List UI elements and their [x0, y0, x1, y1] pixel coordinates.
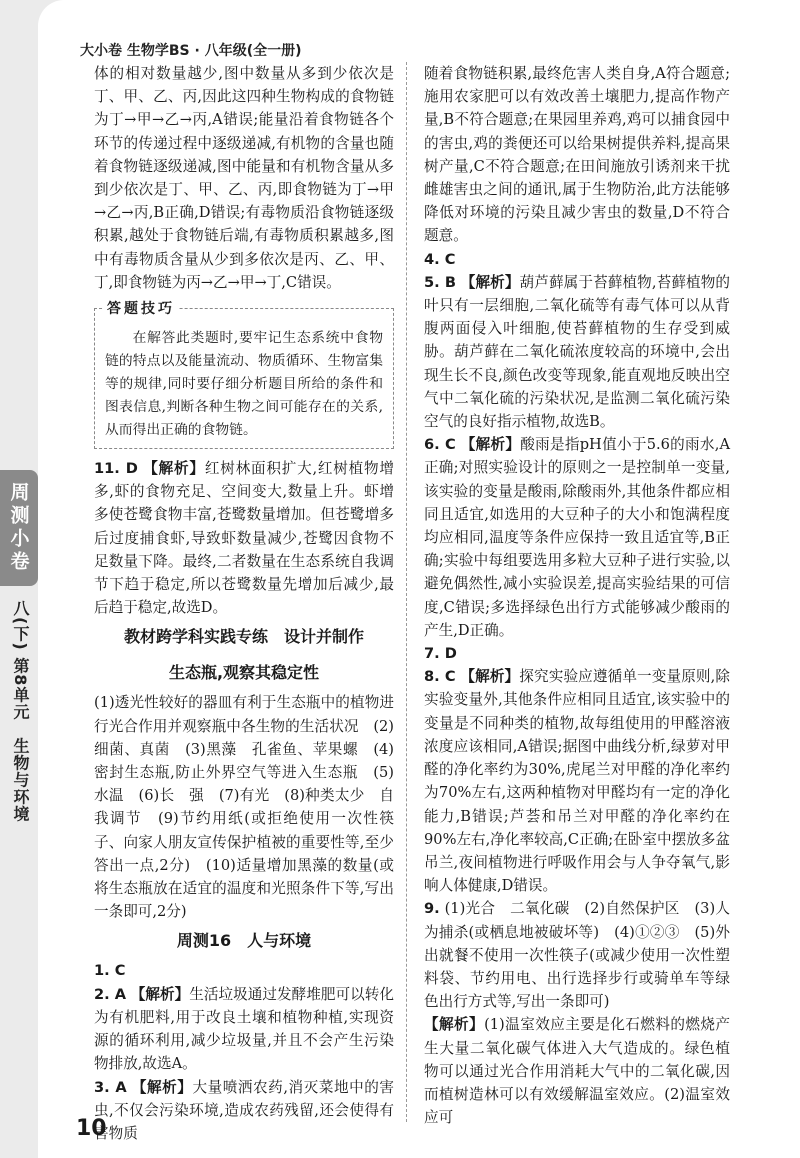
tip-text: 在解答此类题时,要牢记生态系统中食物链的特点以及能量流动、物质循环、生物富集等的规律,同时要仔细分析题目所给的条件和图表信息,判断各种生物之间可能存在的关系,从而得出正确的食物链。: [105, 330, 383, 439]
analysis-tag: 【解析】: [460, 273, 520, 291]
analysis-tag: 【解析】: [131, 1078, 193, 1096]
tip-title: 答题技巧: [103, 298, 179, 321]
unit-title: 第8单元 生物与环境: [11, 657, 30, 823]
answer-4: 4. C: [424, 250, 456, 268]
unit-label: [2, 600, 38, 822]
answer-text: (1)光合 二氧化碳 (2)自然保护区 (3)人为捕杀(或栖息地被破坏等) (4)①②③ (5)外出就餐不使用一次性筷子(或减少使用一次性塑料袋、节约用电、出行选择步行或骑单车等绿色出行方式等,写出一条即可): [424, 900, 730, 1011]
grade-label: 八(下): [11, 600, 30, 651]
analysis-tag: 【解析】: [143, 460, 205, 478]
analysis-text: 大量喷洒农药,消灭菜地中的害虫,不仅会污染环境,造成农药残留,还会使得有害物质: [94, 1078, 395, 1142]
answer-6: [424, 433, 730, 642]
analysis-tag: 【解析】: [424, 1016, 485, 1034]
section-title-practice: [94, 619, 394, 691]
answer-number: 6. C: [424, 436, 456, 454]
analysis-tag: 【解析】: [460, 436, 521, 454]
answer-number: 2. A: [94, 985, 127, 1003]
answer-number: 11. D: [94, 460, 138, 478]
section-tab: 周测小卷: [0, 470, 38, 586]
analysis-text: 探究实验应遵循单一变量原则,除实验变量外,其他条件应相同且适宜,该实验中的变量是不同种类的植物,故每组使用的甲醛溶液浓度应该相同,A错误;据图中曲线分析,绿萝对甲醛的净化率约为30%,虎尾兰对甲醛的净化率约为70%左右,这两种植物对甲醛均有一定的净化能力,B错误;芦荟和吊兰对甲醛的净化率约在90%左右,净化率较高,C正确;在卧室中摆放多盆吊兰,夜间植物进行呼吸作用会与人争夺氧气,影响人体健康,D错误。: [424, 668, 730, 895]
section-title-line: 生态瓶,观察其稳定性: [168, 663, 320, 683]
answer-number: 9.: [424, 900, 440, 918]
answer-9-analysis: [424, 1013, 730, 1129]
page-header: 大小卷 生物学BS · 八年级(全一册): [80, 43, 302, 59]
answer-number: 8. C: [424, 668, 456, 686]
answer-3: [94, 1076, 394, 1146]
answer-number: 5. B: [424, 273, 457, 291]
analysis-text: 酸雨是指pH值小于5.6的雨水,A正确;对照实验设计的原则之一是控制单一变量,该实验的变量是酸雨,除酸雨外,其他条件都应相同且适宜,如选用的大豆种子的大小和饱满程度均应相同,温度等条件应保持一致且适宜等,B正确;实验中每组要选用多粒大豆种子进行实验,以避免偶然性,减小实验误差,提高实验结果的可信度,C错误;多选择绿色出行方式能够减少酸雨的产生,D正确。: [424, 436, 730, 639]
practice-answers: (1)透光性较好的器皿有利于生态瓶中的植物进行光合作用并观察瓶中各生物的生活状况 (2)细菌、真菌 (3)黑藻 孔雀鱼、苹果螺 (4)密封生态瓶,防止外界空气等进入生态瓶 (5)水温 (6)长 强 (7)有光 (8)种类太少 自我调节 (9)节约用纸(或拒绝使用一次性筷子、向家人朋友宣传保护植被的重要性等,至少答出一点,2分) (10)适量增加黑藻的数量(或将生态瓶放在适宜的温度和光照条件下等,写出一条即可,2分): [94, 694, 394, 921]
answer-11: [94, 457, 394, 619]
answer-number: 3. A: [94, 1078, 127, 1096]
column-divider: [406, 62, 407, 1122]
section-title-quiz16: 周测16 人与环境: [176, 931, 312, 951]
answer-8: [424, 665, 730, 897]
answer-5: [424, 271, 730, 433]
answer-continuation: 随着食物链积累,最终危害人类自身,A符合题意;施用农家肥可以有效改善土壤肥力,提高作物产量,B不符合题意;在果园里养鸡,鸡可以捕食园中的害虫,鸡的粪便还可以给果树提供养料,提高果树产量,C不符合题意;在田间施放引诱剂来干扰雌雄害虫之间的通讯,属于生物防治,此方法能够降低对环境的污染且减少害虫的数量,D不符合题意。: [424, 65, 730, 245]
analysis-text: 葫芦藓属于苔藓植物,苔藓植物的叶只有一层细胞,二氧化硫等有毒气体可以从背腹两面侵入叶细胞,使苔藓植物的生存受到威胁。葫芦藓在二氧化硫浓度较高的环境中,会出现生长不良,颜色改变等现象,能直观地反映出空气中二氧化硫的污染状况,是监测二氧化硫污染空气的良好指示植物,故选B。: [424, 273, 731, 431]
right-column: [424, 62, 730, 1129]
analysis-text: 生活垃圾通过发酵堆肥可以转化为有机肥料,用于改良土壤和植物种植,实现资源的循环利用,减少垃圾量,并且不会产生污染物排放,故选A。: [94, 985, 394, 1073]
tip-box: [94, 301, 394, 449]
page-number: 10: [76, 1116, 107, 1141]
left-column: [94, 62, 394, 1145]
section-title-line: 教材跨学科实践专练 设计并制作: [123, 627, 364, 647]
analysis-tag: 【解析】: [460, 668, 520, 686]
answer-7: 7. D: [424, 645, 457, 663]
answer-1: 1. C: [94, 962, 126, 980]
analysis-text: (1)温室效应主要是化石燃料的燃烧产生大量二氧化碳气体进入大气造成的。绿色植物可以通过光合作用消耗大气中的二氧化碳,因而植树造林可以有效缓解温室效应。(2)温室效应可: [424, 1016, 730, 1127]
answer-continuation: 体的相对数量越少,图中数量从多到少依次是丁、甲、乙、丙,因此这四种生物构成的食物链为丁→甲→乙→丙,A错误;能量沿着食物链各个环节的传递过程中逐级递减,有机物的含量也随着食物链逐级递减,图中能量和有机物含量从多到少依次是丁、甲、乙、丙,即食物链为丁→甲→乙→丙,B正确,D错误;有毒物质沿食物链逐级积累,越处于食物链后端,有毒物质积累越多,图中有毒物质含量从少到多依次是丙、乙、甲、丁,即食物链为丙→乙→甲→丁,C错误。: [94, 65, 394, 291]
answer-2: [94, 983, 394, 1076]
answer-9: [424, 897, 730, 1013]
analysis-text: 红树林面积扩大,红树植物增多,虾的食物充足、空间变大,数量上升。虾增多使苍鹭食物丰富,苍鹭数量增加。但苍鹭增多后过度捕食虾,导致虾数量减少,苍鹭因食物不足数量下降。最终,二者数量在生态系统自我调节下趋于稳定,所以苍鹭数量先增加后减少,最后趋于稳定,故选D。: [94, 460, 395, 617]
analysis-tag: 【解析】: [130, 985, 190, 1003]
